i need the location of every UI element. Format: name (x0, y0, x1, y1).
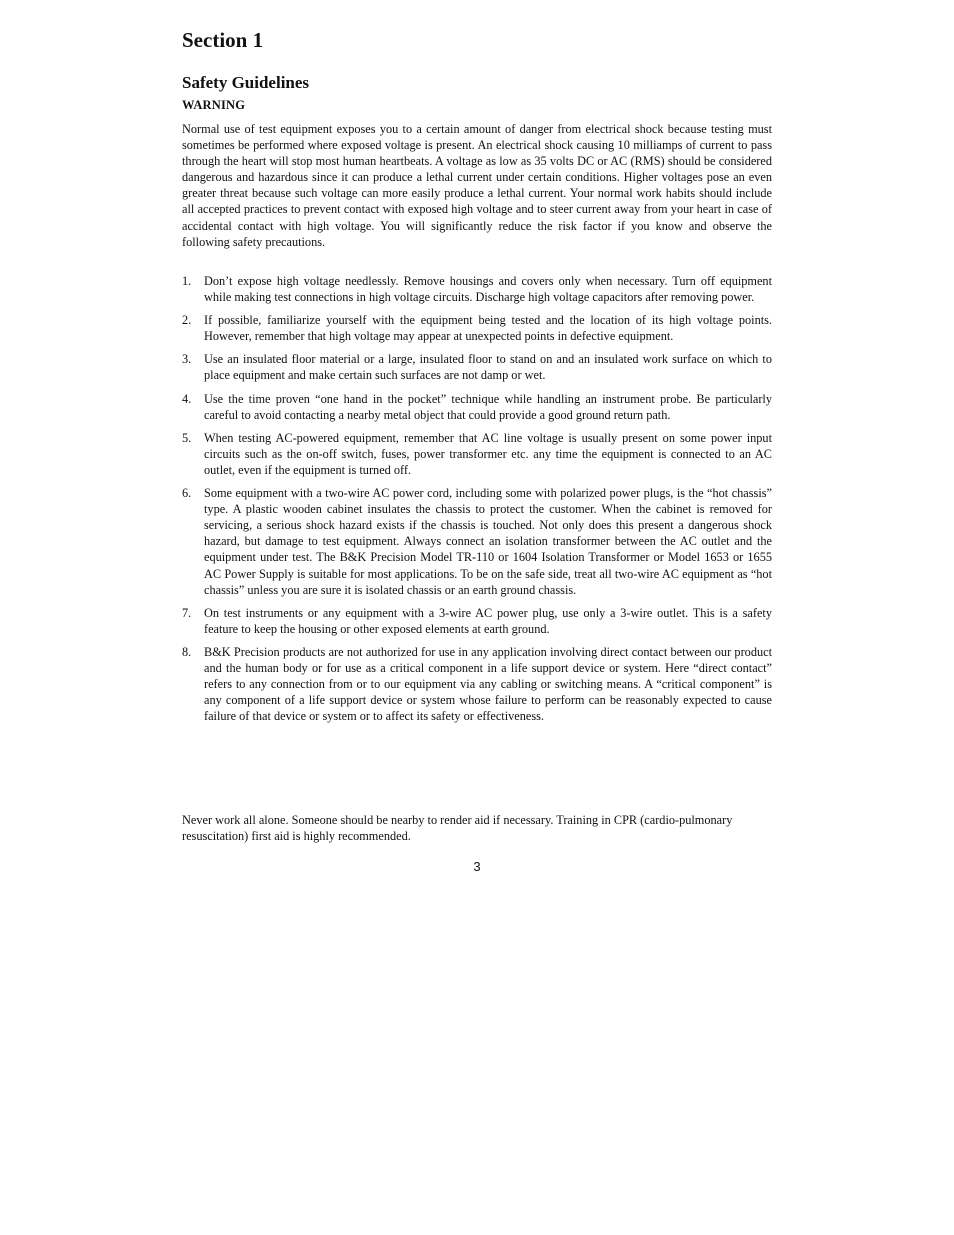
list-item (182, 351, 772, 383)
precautions-list (182, 273, 772, 731)
list-item-text: Some equipment with a two-wire AC power cord, including some with polarized power plugs, is the “hot chassis” type. A plastic wooden cabinet insulates the chassis to protect the customer. When the cabinet is removed for servicing, a serious shock hazard exists if the chassis is touched. Not only does this present a dangerous shock hazard, but damage to test equipment. Always connect an isolation transformer between the AC outlet and the equipment under test. The B&K Precision Model TR-110 or 1604 Isolation Transformer or Model 1653 or 1655 AC Power Supply is suitable for most applications. To be on the safe side, treat all two-wire AC equipment as “hot chassis” unless you are sure it is isolated chassis or an earth ground chassis. (204, 486, 772, 597)
list-item-text: If possible, familiarize yourself with the equipment being tested and the location of its high voltage points. However, remember that high voltage may appear at unexpected points in defective equipment. (204, 313, 772, 344)
warning-label: WARNING (182, 98, 246, 112)
list-item-number: 3. (182, 352, 192, 367)
list-item-number: 8. (182, 644, 192, 659)
list-item (182, 605, 772, 637)
list-item (182, 644, 772, 724)
list-item (182, 273, 772, 305)
list-item-text: B&K Precision products are not authorized for use in any application involving direct contact between our product and the human body or for use as a critical component in a life support device or system. Here “direct contact” refers to any connection from or to our equipment via any cabling or switching means. A “critical component” is any component of a life support device or system whose failure to perform can be reasonably expected to cause failure of that device or system or to affect its safety or effectiveness. (204, 644, 772, 724)
section-title: Section 1 (182, 28, 264, 52)
list-item-text: On test instruments or any equipment with a 3-wire AC power plug, use only a 3-wire outlet. This is a safety feature to keep the housing or other exposed elements at earth ground. (204, 605, 772, 636)
subsection-title: Safety Guidelines (182, 73, 310, 92)
closing-paragraph: Never work all alone. Someone should be nearby to render aid if necessary. Training in CPR (cardio-pulmonary resuscitation) first aid is highly recommended. (182, 813, 733, 844)
list-item-number: 7. (182, 605, 192, 620)
list-item-number: 6. (182, 486, 192, 501)
list-item-text: Use the time proven “one hand in the pocket” technique while handling an instrument probe. Be particularly careful to avoid contacting a nearby metal object that could provide a good ground return path. (204, 391, 772, 422)
list-item (182, 312, 772, 344)
list-item-text: When testing AC-powered equipment, remember that AC line voltage is usually present on some power input circuits such as the on-off switch, fuses, power transformer etc. any time the equipment is connected to an AC outlet, even if the equipment is turned off. (204, 430, 772, 477)
list-item-number: 2. (182, 313, 192, 328)
page-number: 3 (473, 859, 481, 874)
list-item (182, 391, 772, 423)
list-item-number: 1. (182, 274, 192, 288)
list-item (182, 430, 772, 478)
list-item-number: 5. (182, 430, 192, 445)
intro-paragraph: Normal use of test equipment exposes you to a certain amount of danger from electrical shock because testing must sometimes be performed where exposed voltage is present. An electrical shock causing 10 milliamps of current to pass through the heart will stop most human heartbeats. A voltage as low as 35 volts DC or AC (RMS) should be considered dangerous and hazardous since it can produce a lethal current under certain conditions. Higher voltages pose an even greater threat because such voltage can more easily produce a lethal current. Your normal work habits should include all accepted practices to prevent contact with exposed high voltage and to steer current away from your heart in case of accidental contact with high voltage. You will significantly reduce the risk factor if you know and observe the following safety precautions. (182, 122, 772, 249)
list-item-number: 4. (182, 391, 192, 406)
list-item-text: Don’t expose high voltage needlessly. Remove housings and covers only when necessary. Turn off equipment while making test connections in high voltage circuits. Discharge high voltage capacitors after removing power. (204, 274, 772, 305)
list-item-text: Use an insulated floor material or a large, insulated floor to stand on and an insulated work surface on which to place equipment and make certain such surfaces are not damp or wet. (204, 352, 772, 383)
list-item (182, 485, 772, 598)
